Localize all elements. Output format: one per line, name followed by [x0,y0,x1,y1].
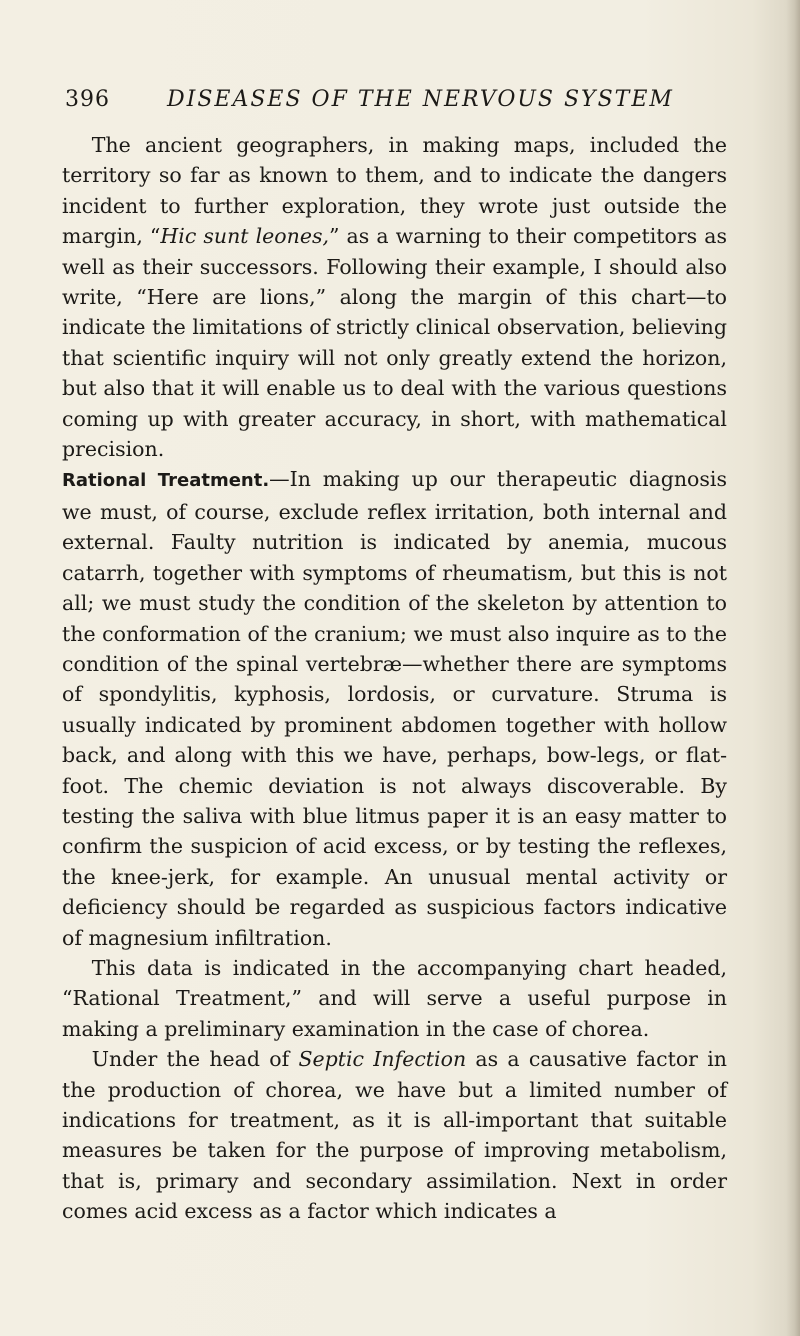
page-edge-shadow [786,0,800,1336]
running-head [65,84,725,116]
paragraph-text: as a causative factor in the production of chorea, we have but a limited number of indications for treatment, as it is all-important that suitable measures be taken for the purpose of improving metabolism, that is, primary and secondary assimilation. Next in order comes acid excess as a factor which indicates a [62,1047,727,1224]
page-number: 396 [65,87,110,112]
paragraph-text: This data is indicated in the accompanying chart headed, “Rational Treatment,” and will serve a useful purpose in making a preliminary examination in the case of chorea. [62,955,727,1041]
section-heading: Rational Treatment. [62,470,270,492]
latin-phrase: Hic sunt leones, [160,224,330,249]
paragraph-text: Under the head of [91,1047,299,1072]
paragraph-rational-treatment [62,464,727,953]
paragraph-text: The ancient geographers, in making maps, included the territory so far as known to them, and to indicate the dangers incident to further exploration, they wrote just outside the margin, “ [62,133,727,249]
paragraph-text: ” as a warning to their competitors as well as their successors. Following their example, I should also write, “Here are lions,” along the margin of this chart—to indicate the limitations of strictly clinical observation, believing that scientific inquiry will not only greatly extend the horizon, but also that it will enable us to deal with the various questions coming up with greater accuracy, in short, with mathematical precision. [62,224,727,462]
paragraph-lions [62,130,727,464]
italic-term: Septic Infection [298,1047,467,1072]
paragraph-text: —In making up our therapeutic diagnosis we must, of course, exclude reflex irritation, both internal and external. Faulty nutrition is indicated by anemia, mucous catarrh, together with symptoms of rheumatism, but this is not all; we must study the condition of the skeleton by attention to the conformation of the cranium; we must also inquire as to the condition of the spinal vertebræ—whether there are symptoms of spondylitis, kyphosis, lordosis, or curvature. Struma is usually indicated by prominent abdomen together with hollow back, and along with this we have, perhaps, bow-legs, or flat-foot. The chemic deviation is not always discoverable. By testing the saliva with blue litmus paper it is an easy matter to confirm the suspicion of acid excess, or by testing the reflexes, the knee-jerk, for example. An unusual mental activity or deficiency should be regarded as suspicious factors indicative of magnesium infiltration. [62,467,727,950]
running-title: DISEASES OF THE NERVOUS SYSTEM [167,87,674,112]
paragraph-septic-infection [62,1044,727,1226]
body-text [62,130,727,1227]
paragraph-chart-reference [62,953,727,1044]
